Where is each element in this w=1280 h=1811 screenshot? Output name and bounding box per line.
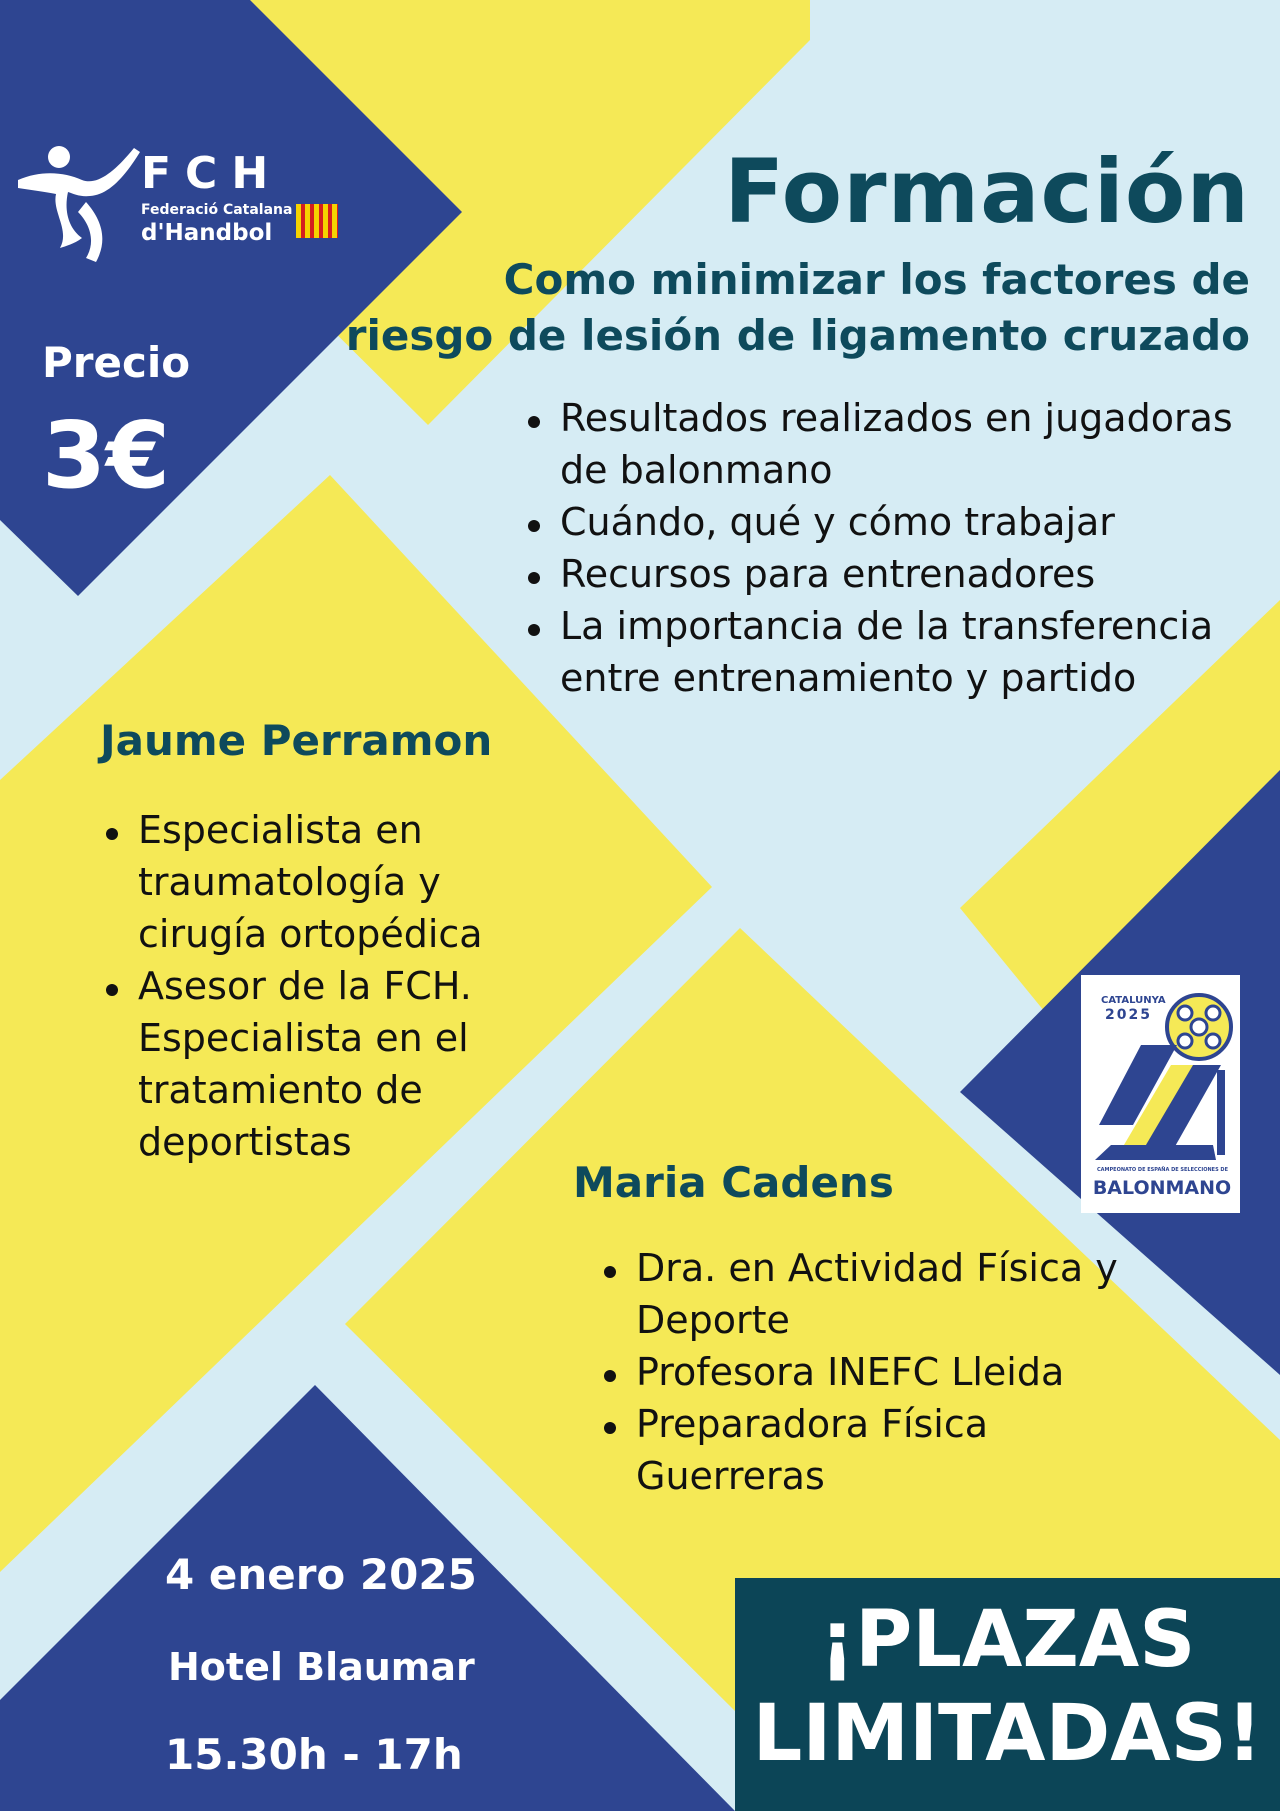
limited-places-banner	[735, 1578, 1280, 1811]
event-time: 15.30h - 17h	[165, 1730, 463, 1779]
championship-caption: CAMPEONATO DE ESPAÑA DE SELECCIONES DE	[1097, 1167, 1228, 1173]
speaker-list-maria	[598, 1242, 1158, 1502]
topic-item: Recursos para entrenadores	[522, 548, 1262, 600]
event-date: 4 enero 2025	[165, 1550, 477, 1599]
event-venue: Hotel Blaumar	[168, 1645, 475, 1689]
speaker-credential: Asesor de la FCH. Especialista en el tratamiento de deportistas	[100, 960, 530, 1168]
subtitle-line-2: riesgo de lesión de ligamento cruzado	[345, 311, 1250, 360]
catalan-flag-icon	[296, 204, 338, 238]
fch-name-line2: d'Handbol	[141, 220, 273, 246]
price-label: Precio	[42, 338, 191, 387]
banner-line-2: LIMITADAS!	[752, 1689, 1263, 1779]
speaker-list-jaume	[100, 804, 530, 1168]
subtitle-line-1: Como minimizar los factores de	[503, 255, 1250, 304]
championship-year: 2025	[1105, 1007, 1152, 1023]
championship-region: CATALUNYA	[1101, 995, 1166, 1006]
fch-name-line1: Federació Catalana	[141, 202, 293, 218]
speaker-credential: Especialista en traumatología y cirugía ortopédica	[100, 804, 530, 960]
speaker-credential: Profesora INEFC Lleida	[598, 1346, 1158, 1398]
speaker-name-maria: Maria Cadens	[573, 1158, 894, 1207]
speaker-credential: Dra. en Actividad Física y Deporte	[598, 1242, 1158, 1346]
topics-list	[522, 392, 1262, 704]
page-subtitle	[290, 252, 1250, 364]
topic-item: Cuándo, qué y cómo trabajar	[522, 496, 1262, 548]
banner-line-1: ¡PLAZAS	[819, 1595, 1196, 1685]
championship-name: BALONMANO	[1092, 1177, 1232, 1199]
page-title: Formación	[724, 140, 1250, 243]
price-value: 3€	[42, 402, 171, 509]
championship-logo	[1081, 975, 1240, 1213]
speaker-name-jaume: Jaume Perramon	[100, 716, 493, 765]
fch-wordmark: FCH	[141, 148, 283, 199]
speaker-credential: Preparadora Física Guerreras	[598, 1398, 1158, 1502]
fch-logo	[16, 140, 366, 265]
topic-item: La importancia de la transferencia entre entrenamiento y partido	[522, 600, 1262, 704]
topic-item: Resultados realizados en jugadoras de balonmano	[522, 392, 1262, 496]
